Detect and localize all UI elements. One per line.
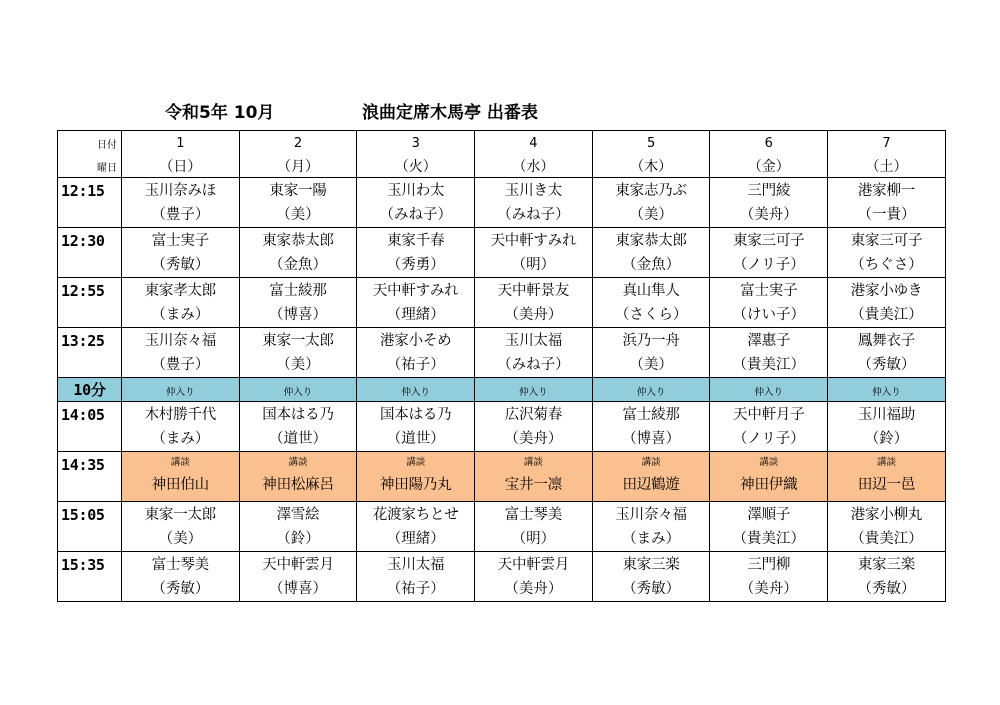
performance-cell bbox=[710, 178, 828, 228]
performance-cell bbox=[828, 278, 946, 328]
performance-cell bbox=[592, 178, 710, 228]
performer-name: 澤惠子 bbox=[747, 332, 791, 349]
day-date: 1 bbox=[122, 131, 240, 156]
shamisen-player: （美） bbox=[158, 530, 203, 547]
shamisen-player: （鈴） bbox=[276, 530, 320, 547]
performer-name: 神田陽乃丸 bbox=[379, 476, 452, 493]
performer-name: 富士実子 bbox=[740, 282, 798, 299]
performance-row bbox=[58, 228, 946, 278]
performance-cell bbox=[357, 228, 475, 278]
intermission-label: 仲入り bbox=[636, 387, 666, 398]
performer-name: 澤雪絵 bbox=[276, 506, 320, 523]
performer-name: 宝井一凛 bbox=[504, 476, 562, 493]
day-date: 4 bbox=[475, 131, 593, 156]
shamisen-player: （祐子） bbox=[386, 580, 445, 597]
intermission-label: 仲入り bbox=[401, 387, 430, 398]
shamisen-player: （さくら） bbox=[614, 306, 688, 323]
performance-cell bbox=[357, 328, 475, 378]
performance-cell bbox=[592, 228, 710, 278]
shamisen-player: （貴美江） bbox=[732, 356, 806, 373]
performer-name: 港家小柳丸 bbox=[850, 506, 923, 523]
performance-row bbox=[58, 402, 946, 452]
performance-cell bbox=[592, 552, 710, 602]
performer-name: 鳳舞衣子 bbox=[857, 332, 916, 349]
shamisen-player: （秀敏） bbox=[151, 256, 210, 273]
time-slot: 15:35 bbox=[58, 552, 122, 602]
time-slot: 10分 bbox=[58, 378, 122, 402]
performance-cell bbox=[357, 552, 475, 602]
performance-cell bbox=[828, 552, 946, 602]
shamisen-player: （ちぐさ） bbox=[850, 256, 923, 273]
performer-name: 港家小そめ bbox=[379, 332, 452, 349]
intermission-row bbox=[58, 378, 946, 402]
schedule-title: 浪曲定席木馬亭 出番表 bbox=[362, 103, 538, 123]
performance-cell bbox=[475, 502, 593, 552]
intermission-cell bbox=[122, 378, 240, 402]
day-weekday: （土） bbox=[828, 155, 946, 178]
performer-name: 東家恭太郎 bbox=[262, 232, 334, 249]
time-slot: 15:05 bbox=[58, 502, 122, 552]
performer-name: 富士綾那 bbox=[269, 282, 327, 299]
weekday-row bbox=[58, 155, 946, 178]
performer-name: 国本はる乃 bbox=[379, 406, 452, 423]
shamisen-player: （美舟） bbox=[504, 306, 563, 323]
performer-name: 東家志乃ぶ bbox=[615, 182, 687, 199]
performer-name: 天中軒景友 bbox=[497, 282, 570, 299]
kodan-label: 講談 bbox=[876, 456, 896, 468]
day-date: 6 bbox=[710, 131, 828, 156]
shamisen-player: （貴美江） bbox=[850, 306, 923, 323]
shamisen-player: （一貴） bbox=[857, 206, 916, 223]
day-weekday: （水） bbox=[475, 155, 593, 178]
kodan-row bbox=[58, 452, 946, 502]
performer-name: 花渡家ちとせ bbox=[372, 506, 459, 523]
performance-cell bbox=[475, 552, 593, 602]
shamisen-player: （博喜） bbox=[269, 580, 328, 597]
performer-name: 浜乃一舟 bbox=[622, 332, 680, 349]
performer-name: 港家柳一 bbox=[857, 182, 916, 199]
intermission-cell bbox=[828, 378, 946, 402]
performer-name: 東家三楽 bbox=[622, 556, 680, 573]
performer-name: 三門柳 bbox=[747, 556, 791, 573]
performer-name: 玉川き太 bbox=[504, 182, 562, 199]
performance-cell bbox=[122, 178, 240, 228]
intermission-cell bbox=[592, 378, 710, 402]
performance-cell bbox=[122, 328, 240, 378]
performance-cell bbox=[122, 502, 240, 552]
performer-name: 港家小ゆき bbox=[850, 282, 923, 299]
performance-row bbox=[58, 278, 946, 328]
performance-cell bbox=[475, 178, 593, 228]
shamisen-player: （博喜） bbox=[269, 306, 328, 323]
performer-name: 富士実子 bbox=[151, 232, 209, 249]
performance-cell bbox=[710, 228, 828, 278]
performance-cell bbox=[592, 328, 710, 378]
performance-cell bbox=[828, 178, 946, 228]
performance-cell bbox=[475, 328, 593, 378]
performance-cell bbox=[239, 552, 357, 602]
kodan-label: 講談 bbox=[759, 456, 779, 468]
performance-cell bbox=[828, 328, 946, 378]
kodan-label: 講談 bbox=[523, 456, 543, 468]
shamisen-player: （美舟） bbox=[504, 580, 563, 597]
performer-name: 天中軒月子 bbox=[733, 406, 805, 423]
performance-cell bbox=[122, 278, 240, 328]
kodan-cell bbox=[239, 452, 357, 502]
kodan-cell bbox=[122, 452, 240, 502]
performance-cell bbox=[592, 402, 710, 452]
shamisen-player: （秀敏） bbox=[151, 580, 210, 597]
shamisen-player: （秀敏） bbox=[857, 356, 916, 373]
performance-row bbox=[58, 552, 946, 602]
performer-name: 東家孝太郎 bbox=[144, 282, 217, 299]
shamisen-player: （まみ） bbox=[151, 306, 210, 323]
performer-name: 神田伊織 bbox=[740, 476, 798, 493]
shamisen-player: （豊子） bbox=[151, 206, 210, 223]
performance-row bbox=[58, 502, 946, 552]
shamisen-player: （貴美江） bbox=[850, 530, 923, 547]
day-date: 3 bbox=[357, 131, 475, 156]
time-slot: 13:25 bbox=[58, 328, 122, 378]
kodan-cell bbox=[475, 452, 593, 502]
performance-cell bbox=[475, 402, 593, 452]
intermission-label: 仲入り bbox=[166, 387, 195, 398]
shamisen-player: （ノリ子） bbox=[732, 256, 805, 273]
performer-name: 神田伯山 bbox=[151, 476, 209, 493]
shamisen-player: （秀敏） bbox=[622, 580, 681, 597]
shamisen-player: （けい子） bbox=[732, 306, 806, 323]
shamisen-player: （みね子） bbox=[497, 206, 570, 223]
shamisen-player: （金魚） bbox=[269, 256, 328, 273]
shamisen-player: （美舟） bbox=[739, 206, 798, 223]
performer-name: 玉川太福 bbox=[387, 556, 445, 573]
performer-name: 神田松麻呂 bbox=[262, 476, 334, 493]
performance-cell bbox=[239, 328, 357, 378]
kodan-cell bbox=[357, 452, 475, 502]
performance-cell bbox=[122, 402, 240, 452]
schedule-month: 令和5年 10月 bbox=[165, 103, 275, 123]
day-date: 2 bbox=[239, 131, 357, 156]
shamisen-player: （美舟） bbox=[504, 430, 563, 447]
kodan-cell bbox=[710, 452, 828, 502]
shamisen-player: （博喜） bbox=[622, 430, 681, 447]
shamisen-player: （理緒） bbox=[386, 306, 445, 323]
performer-name: 三門綾 bbox=[747, 182, 791, 199]
performer-name: 東家一陽 bbox=[269, 182, 327, 199]
performer-name: 天中軒すみれ bbox=[490, 232, 577, 249]
performance-cell bbox=[357, 402, 475, 452]
intermission-label: 仲入り bbox=[283, 387, 313, 398]
performance-cell bbox=[710, 502, 828, 552]
shamisen-player: （美） bbox=[276, 356, 320, 373]
shamisen-player: （美） bbox=[276, 206, 320, 223]
performer-name: 東家三楽 bbox=[857, 556, 916, 573]
day-date: 7 bbox=[828, 131, 946, 156]
intermission-cell bbox=[357, 378, 475, 402]
performer-name: 東家恭太郎 bbox=[615, 232, 687, 249]
shamisen-player: （ノリ子） bbox=[732, 430, 805, 447]
kodan-cell bbox=[828, 452, 946, 502]
time-slot: 14:05 bbox=[58, 402, 122, 452]
kodan-label: 講談 bbox=[406, 456, 426, 468]
schedule-table bbox=[57, 130, 946, 602]
performer-name: 天中軒雲月 bbox=[262, 556, 334, 573]
performer-name: 東家一太郎 bbox=[144, 506, 217, 523]
shamisen-player: （秀敏） bbox=[857, 580, 916, 597]
performer-name: 木村勝千代 bbox=[144, 406, 217, 423]
day-weekday: （木） bbox=[592, 155, 710, 178]
weekday-label: 曜日 bbox=[58, 155, 122, 178]
performer-name: 東家一太郎 bbox=[262, 332, 334, 349]
time-slot: 14:35 bbox=[58, 452, 122, 502]
kodan-label: 講談 bbox=[288, 456, 308, 468]
shamisen-player: （みね子） bbox=[379, 206, 452, 223]
intermission-cell bbox=[239, 378, 357, 402]
day-date: 5 bbox=[592, 131, 710, 156]
performer-name: 東家三可子 bbox=[850, 232, 923, 249]
performer-name: 澤順子 bbox=[747, 506, 791, 523]
shamisen-player: （祐子） bbox=[386, 356, 445, 373]
performance-cell bbox=[357, 502, 475, 552]
kodan-label: 講談 bbox=[170, 456, 190, 468]
performer-name: 玉川奈々福 bbox=[144, 332, 217, 349]
shamisen-player: （まみ） bbox=[622, 530, 681, 547]
performer-name: 真山隼人 bbox=[622, 282, 680, 299]
performance-cell bbox=[828, 402, 946, 452]
performance-cell bbox=[357, 278, 475, 328]
performer-name: 天中軒雲月 bbox=[497, 556, 570, 573]
performance-cell bbox=[239, 278, 357, 328]
shamisen-player: （美） bbox=[629, 206, 673, 223]
performance-cell bbox=[710, 402, 828, 452]
shamisen-player: （豊子） bbox=[151, 356, 210, 373]
shamisen-player: （道世） bbox=[269, 430, 328, 447]
performer-name: 玉川わ太 bbox=[387, 182, 445, 199]
performer-name: 玉川福助 bbox=[857, 406, 916, 423]
performance-cell bbox=[710, 278, 828, 328]
shamisen-player: （金魚） bbox=[622, 256, 681, 273]
performer-name: 東家千春 bbox=[387, 232, 445, 249]
shamisen-player: （理緒） bbox=[386, 530, 445, 547]
day-weekday: （金） bbox=[710, 155, 828, 178]
performer-name: 国本はる乃 bbox=[262, 406, 334, 423]
day-weekday: （火） bbox=[357, 155, 475, 178]
performance-cell bbox=[239, 178, 357, 228]
performance-cell bbox=[239, 402, 357, 452]
day-weekday: （月） bbox=[239, 155, 357, 178]
intermission-label: 仲入り bbox=[872, 387, 901, 398]
intermission-cell bbox=[475, 378, 593, 402]
performance-row bbox=[58, 328, 946, 378]
performer-name: 富士琴美 bbox=[151, 556, 209, 573]
performer-name: 富士綾那 bbox=[622, 406, 680, 423]
kodan-cell bbox=[592, 452, 710, 502]
shamisen-player: （明） bbox=[511, 256, 556, 273]
kodan-label: 講談 bbox=[641, 456, 661, 468]
page-heading bbox=[0, 98, 1000, 122]
performance-cell bbox=[710, 328, 828, 378]
performance-cell bbox=[239, 228, 357, 278]
performer-name: 田辺鶴遊 bbox=[622, 476, 680, 493]
shamisen-player: （みね子） bbox=[497, 356, 570, 373]
time-slot: 12:15 bbox=[58, 178, 122, 228]
performance-cell bbox=[357, 178, 475, 228]
performer-name: 玉川奈みほ bbox=[144, 182, 217, 199]
performer-name: 富士琴美 bbox=[504, 506, 562, 523]
performance-row bbox=[58, 178, 946, 228]
shamisen-player: （まみ） bbox=[151, 430, 210, 447]
performance-cell bbox=[592, 278, 710, 328]
shamisen-player: （道世） bbox=[386, 430, 445, 447]
performance-cell bbox=[475, 278, 593, 328]
shamisen-player: （秀勇） bbox=[386, 256, 445, 273]
time-slot: 12:55 bbox=[58, 278, 122, 328]
shamisen-player: （美舟） bbox=[739, 580, 798, 597]
performance-cell bbox=[828, 502, 946, 552]
performance-cell bbox=[828, 228, 946, 278]
date-label: 日付 bbox=[58, 131, 122, 156]
performance-cell bbox=[710, 552, 828, 602]
intermission-cell bbox=[710, 378, 828, 402]
performance-cell bbox=[122, 228, 240, 278]
shamisen-player: （明） bbox=[511, 530, 556, 547]
performer-name: 広沢菊春 bbox=[504, 406, 562, 423]
shamisen-player: （鈴） bbox=[864, 430, 909, 447]
date-row bbox=[58, 131, 946, 156]
performer-name: 天中軒すみれ bbox=[372, 282, 459, 299]
performance-cell bbox=[475, 228, 593, 278]
intermission-label: 仲入り bbox=[754, 387, 784, 398]
shamisen-player: （貴美江） bbox=[732, 530, 806, 547]
performance-cell bbox=[122, 552, 240, 602]
performance-cell bbox=[592, 502, 710, 552]
performer-name: 玉川奈々福 bbox=[615, 506, 687, 523]
intermission-label: 仲入り bbox=[519, 387, 548, 398]
performer-name: 玉川太福 bbox=[504, 332, 562, 349]
performer-name: 田辺一邑 bbox=[857, 476, 916, 493]
performance-cell bbox=[239, 502, 357, 552]
shamisen-player: （美） bbox=[629, 356, 673, 373]
performer-name: 東家三可子 bbox=[733, 232, 805, 249]
day-weekday: （日） bbox=[122, 155, 240, 178]
time-slot: 12:30 bbox=[58, 228, 122, 278]
